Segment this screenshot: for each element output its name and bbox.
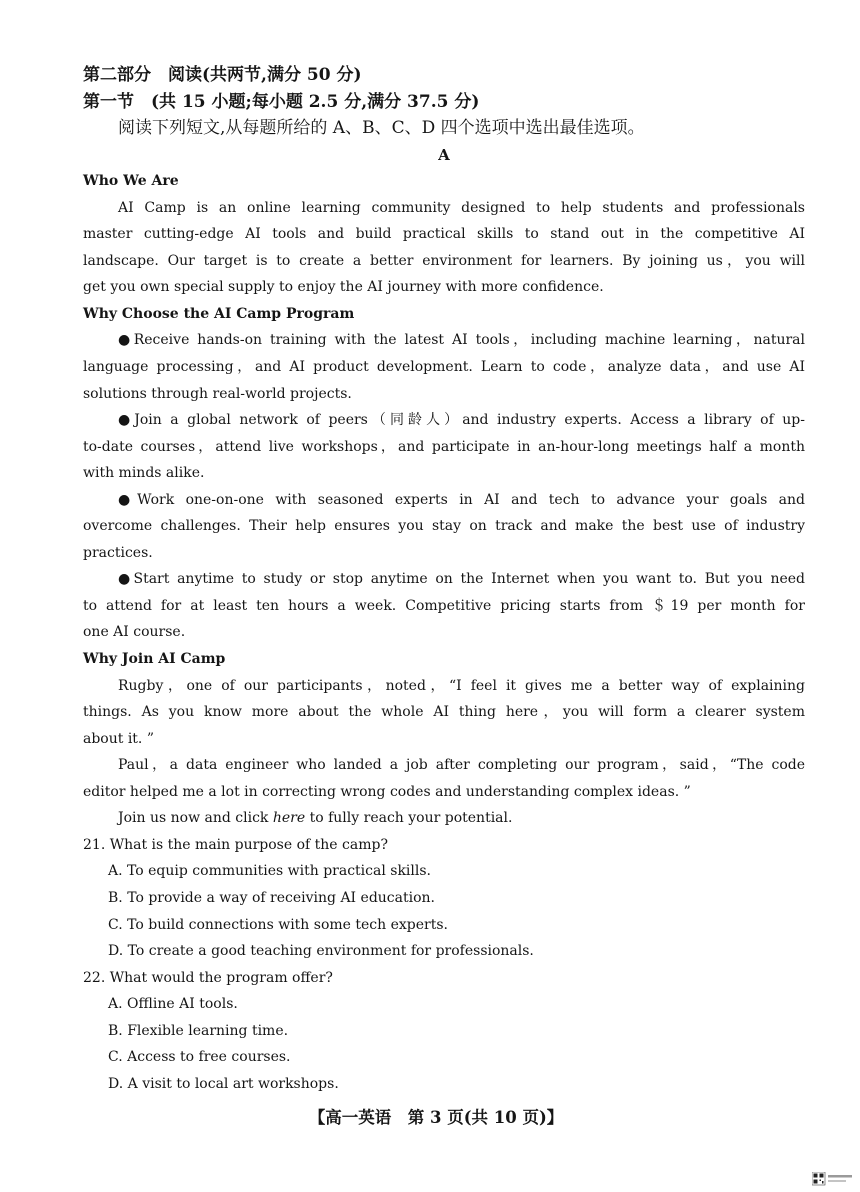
bullet-line: to-date courses，attend live workshops，and participate in an-hour-long meetings half a month [83, 438, 805, 455]
bullet-line: to attend for at least ten hours a week. Competitive pricing starts from ＄19 per month for [83, 597, 805, 614]
bullet-line: with minds alike. [83, 465, 205, 482]
section-title: 第一节 (共 15 小题;每小题 2.5 分,满分 37.5 分) [83, 91, 480, 112]
testimonial [83, 673, 805, 753]
option-letter: C. [108, 916, 123, 933]
option-b [83, 1018, 805, 1045]
option-letter: D. [108, 1075, 124, 1092]
option-letter: C. [108, 1049, 123, 1066]
testimonial-line: about it. ” [83, 730, 154, 747]
question-stem [83, 965, 805, 992]
option-b [83, 885, 805, 912]
testimonial-line: things. As you know more about the whole AI thing here，you will form a clearer system [83, 704, 805, 721]
bullet-line: solutions through real-world projects. [83, 385, 352, 402]
testimonial-line: editor helped me a lot in correcting wrong codes and understanding complex ideas. ” [83, 783, 691, 800]
cta-text-after: to fully reach your potential. [305, 810, 513, 827]
paragraph-line: AI Camp is an online learning community designed to help students and professionals [118, 199, 805, 216]
option-letter: B. [108, 889, 123, 906]
testimonial [83, 752, 805, 805]
bullet-item [83, 327, 805, 407]
option-letter: A. [108, 996, 123, 1013]
option-d [83, 1071, 805, 1098]
paragraph-line: get you own special supply to enjoy the AI journey with more confidence. [83, 279, 604, 296]
option-text: Access to free courses. [127, 1049, 291, 1066]
bullet-line: one AI course. [83, 624, 186, 641]
question-text: What is the main purpose of the camp? [109, 836, 388, 853]
option-text: To build connections with some tech experts. [127, 916, 448, 933]
option-text: A visit to local art workshops. [127, 1075, 339, 1092]
bullet-line: ●Receive hands-on training with the latest AI tools，including machine learning，natural [118, 332, 805, 349]
option-d [83, 938, 805, 965]
bullet-line: ●Start anytime to study or stop anytime on the Internet when you want to. But you need [118, 571, 805, 588]
bullet-item [83, 487, 805, 567]
question-stem [83, 832, 805, 859]
option-a [83, 991, 805, 1018]
paragraph-line: landscape. Our target is to create a better environment for learners. By joining us，you will [83, 252, 805, 269]
qr-code-icon [812, 1172, 854, 1186]
page-footer: 【高一英语 第 3 页(共 10 页)】 [308, 1108, 564, 1127]
question-22 [83, 965, 805, 1098]
bullet-line: ●Join a global network of peers（同龄人）and industry experts. Access a library of up- [118, 412, 805, 429]
call-to-action [83, 805, 805, 832]
bullet-item [83, 566, 805, 646]
section-heading-why-choose: Why Choose the AI Camp Program [83, 305, 355, 322]
bullet-item [83, 407, 805, 487]
question-21 [83, 832, 805, 965]
passage-label: A [438, 145, 450, 164]
testimonial-line: Paul，a data engineer who landed a job after completing our program，said，“The code [118, 757, 805, 774]
paragraph-line: master cutting-edge AI tools and build practical skills to stand out in the competitive AI [83, 226, 805, 243]
here-link-text: here [272, 810, 306, 827]
option-c [83, 1044, 805, 1071]
option-text: To provide a way of receiving AI education. [127, 889, 435, 906]
bullet-line: practices. [83, 544, 153, 561]
option-letter: D. [108, 943, 124, 960]
section-heading-why-join: Why Join AI Camp [83, 651, 226, 668]
bullet-line: language processing，and AI product development. Learn to code，analyze data，and use AI [83, 359, 805, 376]
question-text: What would the program offer? [109, 969, 333, 986]
instructions: 阅读下列短文,从每题所给的 A、B、C、D 四个选项中选出最佳选项。 [118, 118, 645, 139]
bullet-line: ●Work one-on-one with seasoned experts in AI and tech to advance your goals and [118, 491, 805, 508]
option-c [83, 912, 805, 939]
option-a [83, 858, 805, 885]
option-text: Offline AI tools. [127, 996, 238, 1013]
paragraph-who-we-are [83, 195, 805, 301]
bullet-line: overcome challenges. Their help ensures you stay on track and make the best use of industry [83, 518, 805, 535]
option-letter: A. [108, 863, 123, 880]
part-title: 第二部分 阅读(共两节,满分 50 分) [83, 65, 362, 85]
option-text: Flexible learning time. [127, 1022, 289, 1039]
option-text: To create a good teaching environment for professionals. [127, 943, 534, 960]
question-number: 22. [83, 969, 106, 986]
option-letter: B. [108, 1022, 123, 1039]
question-number: 21. [83, 836, 106, 853]
page-content [83, 62, 805, 1097]
section-heading-who-we-are: Who We Are [83, 173, 179, 190]
testimonial-line: Rugby，one of our participants，noted，“I feel it gives me a better way of explaining [118, 677, 805, 694]
cta-text-before: Join us now and click [118, 810, 273, 827]
option-text: To equip communities with practical skills. [127, 863, 432, 880]
